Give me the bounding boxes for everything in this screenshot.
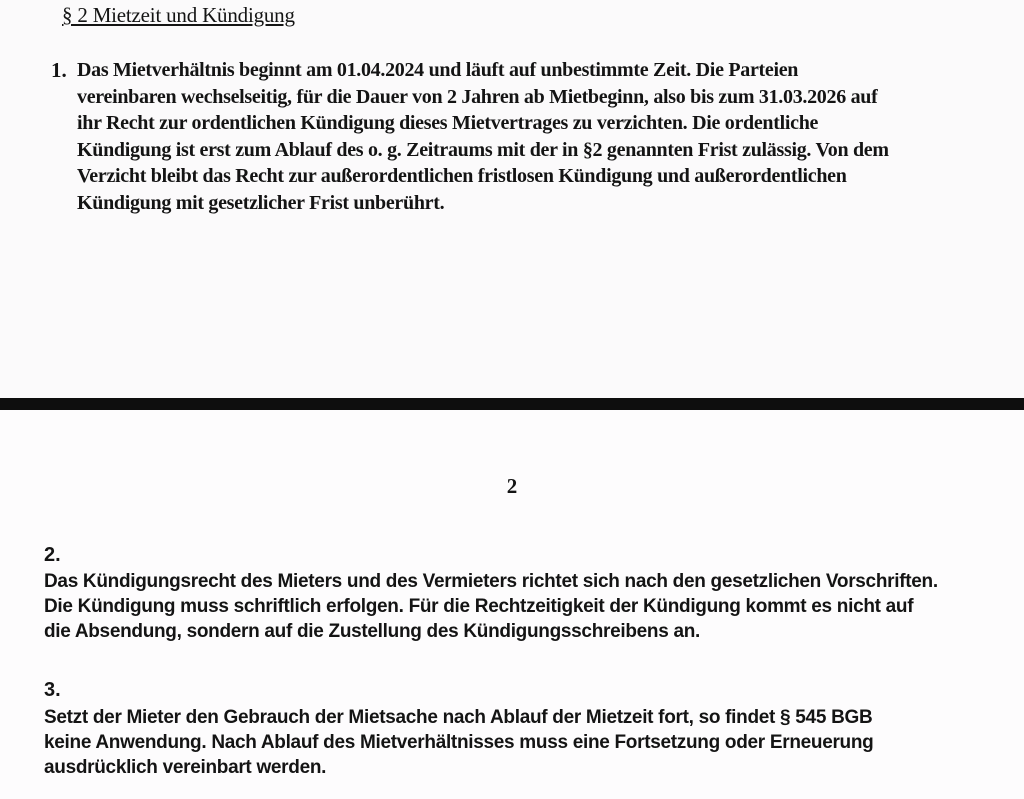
item-2-line: Das Kündigungsrecht des Mieters und des Vermieters richtet sich nach den gesetzlichen Vorschriften. bbox=[44, 571, 938, 592]
item-2-paragraph bbox=[44, 569, 938, 644]
item-3-line: Setzt der Mieter den Gebrauch der Mietsache nach Ablauf der Mietzeit fort, so findet § 545 BGB bbox=[44, 707, 873, 728]
item-3-paragraph bbox=[44, 705, 873, 780]
item-1-number: 1. bbox=[51, 58, 67, 82]
item-2-line: Die Kündigung muss schriftlich erfolgen. Für die Rechtzeitigkeit der Kündigung kommt es nicht auf bbox=[44, 596, 914, 617]
section-heading: § 2 Mietzeit und Kündigung bbox=[62, 3, 295, 27]
item-2-number: 2. bbox=[44, 544, 61, 566]
item-1-line: Verzicht bleibt das Recht zur außerordentlichen fristlosen Kündigung und außerordentlichen bbox=[77, 165, 847, 187]
item-3-number: 3. bbox=[44, 679, 61, 701]
item-3-line: ausdrücklich vereinbart werden. bbox=[44, 757, 327, 778]
page-number: 2 bbox=[506, 474, 518, 498]
item-1-paragraph bbox=[77, 57, 997, 216]
item-1-line: Das Mietverhältnis beginnt am 01.04.2024 und läuft auf unbestimmte Zeit. Die Parteien bbox=[77, 59, 799, 81]
page-divider bbox=[0, 398, 1024, 410]
item-1-line: Kündigung ist erst zum Ablauf des o. g. Zeitraums mit der in §2 genannten Frist zulässig. Von dem bbox=[77, 138, 889, 161]
item-1-line: ihr Recht zur ordentlichen Kündigung dieses Mietvertrages zu verzichten. Die ordentliche bbox=[77, 112, 819, 134]
item-1-line: vereinbaren wechselseitig, für die Dauer von 2 Jahren ab Mietbeginn, also bis zum 31.03.2026 auf bbox=[77, 85, 878, 108]
item-2-line: die Absendung, sondern auf die Zustellung des Kündigungsschreibens an. bbox=[44, 621, 701, 642]
item-3-line: keine Anwendung. Nach Ablauf des Mietverhältnisses muss eine Fortsetzung oder Erneuerung bbox=[44, 732, 874, 753]
item-1-line: Kündigung mit gesetzlicher Frist unberührt. bbox=[77, 191, 445, 214]
